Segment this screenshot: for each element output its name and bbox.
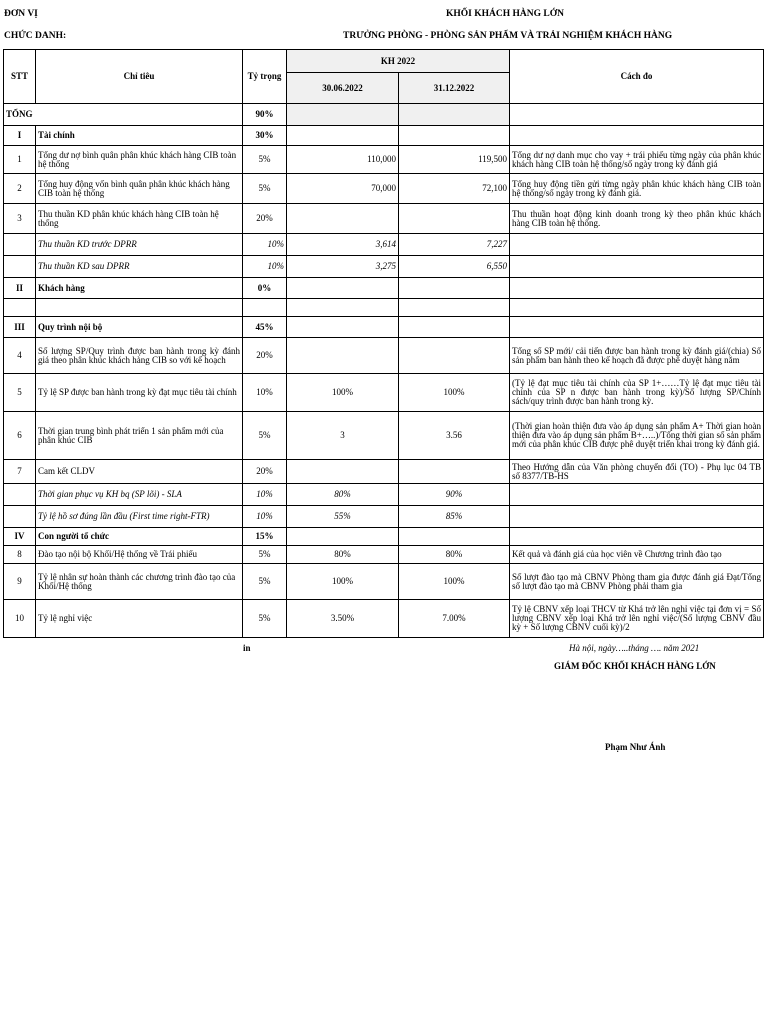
sub-row [4, 234, 764, 256]
table-row [4, 546, 764, 564]
row-stt: 1 [4, 146, 36, 174]
col-header-chi-tieu: Chỉ tiêu [36, 50, 243, 104]
row-name: Cam kết CLDV [36, 460, 243, 484]
col-header-kh-2022: KH 2022 [287, 50, 510, 73]
col-header-cach-do: Cách đo [510, 50, 764, 104]
row-value-d1: 100% [287, 564, 399, 600]
sub-row [4, 506, 764, 528]
total-d1 [287, 104, 399, 126]
col-header-date-2: 31.12.2022 [399, 73, 510, 104]
signer-name: Phạm Như Ánh [605, 742, 666, 752]
row-name: Tỷ lệ nghỉ việc [36, 600, 243, 638]
row-value-d1 [287, 460, 399, 484]
row-value-d1: 110,000 [287, 146, 399, 174]
row-method: Tổng số SP mới/ cải tiến được ban hành trong kỳ đánh giá/(chia) Số sản phẩm ban hành theo kế hoạch đã được phê duyệt hàng năm [510, 338, 764, 374]
row-value-d1: 3 [287, 412, 399, 460]
in-label: in [243, 643, 251, 653]
table-row [4, 174, 764, 204]
row-stt: 5 [4, 374, 36, 412]
row-name: Đào tạo nội bộ Khối/Hệ thống về Trái phiếu [36, 546, 243, 564]
row-value-d1: 100% [287, 374, 399, 412]
header-row-1 [4, 50, 764, 73]
section-name: Tài chính [36, 126, 243, 146]
row-value-d2: 3.56 [399, 412, 510, 460]
row-value-d1: 55% [287, 506, 399, 528]
row-method: (Thời gian hoàn thiện đưa vào áp dụng sản phẩm A+ Thời gian hoàn thiện đưa vào áp dụng sản phẩm B+…..)/Tổng thời gian số sản phẩm mới của phân khúc CIB được phê duyệt triển khai trong kỳ đánh giá. [510, 412, 764, 460]
total-method [510, 104, 764, 126]
row-stt: 7 [4, 460, 36, 484]
row-name: Thời gian phục vụ KH bq (SP lõi) - SLA [36, 484, 243, 506]
row-weight: 5% [243, 546, 287, 564]
row-value-d2: 90% [399, 484, 510, 506]
row-value-d1: 3.50% [287, 600, 399, 638]
row-method: Tổng dư nợ danh mục cho vay + trái phiếu từng ngày của phân khúc khách hàng CIB toàn hệ thống/số ngày trong kỳ đánh giá [510, 146, 764, 174]
section-stt: IV [4, 528, 36, 546]
table-row [4, 460, 764, 484]
section-name: Khách hàng [36, 278, 243, 299]
row-weight: 5% [243, 412, 287, 460]
section-weight: 45% [243, 317, 287, 338]
total-row [4, 104, 764, 126]
row-name: Tổng huy động vốn bình quân phân khúc khách hàng CIB toàn hệ thống [36, 174, 243, 204]
row-value-d1: 80% [287, 546, 399, 564]
row-value-d2 [399, 460, 510, 484]
table-row [4, 600, 764, 638]
section-row [4, 278, 764, 299]
row-weight: 10% [243, 374, 287, 412]
row-value-d1: 3,614 [287, 234, 399, 256]
row-method: Thu thuần hoạt động kinh doanh trong kỳ theo phân khúc khách hàng CIB toàn hệ thống. [510, 204, 764, 234]
row-value-d1: 3,275 [287, 256, 399, 278]
total-label: TỔNG [4, 104, 243, 126]
signer-title: GIÁM ĐỐC KHỐI KHÁCH HÀNG LỚN [554, 661, 716, 671]
row-value-d2: 85% [399, 506, 510, 528]
table-row [4, 564, 764, 600]
row-name: Thu thuần KD phân khúc khách hàng CIB toàn hệ thống [36, 204, 243, 234]
section-stt: III [4, 317, 36, 338]
section-stt: I [4, 126, 36, 146]
section-row [4, 317, 764, 338]
row-name: Số lượng SP/Quy trình được ban hành trong kỳ đánh giá theo phân khúc khách hàng CIB so với kế hoạch [36, 338, 243, 374]
row-method: Kết quả và đánh giá của học viên về Chương trình đào tạo [510, 546, 764, 564]
row-stt: 4 [4, 338, 36, 374]
row-weight: 5% [243, 564, 287, 600]
row-value-d2: 100% [399, 564, 510, 600]
row-stt: 9 [4, 564, 36, 600]
table-row [4, 146, 764, 174]
row-weight: 5% [243, 174, 287, 204]
empty-row [4, 299, 764, 317]
section-weight: 30% [243, 126, 287, 146]
table-row [4, 374, 764, 412]
row-stt: 6 [4, 412, 36, 460]
row-weight: 10% [243, 484, 287, 506]
section-name: Quy trình nội bộ [36, 317, 243, 338]
row-value-d1 [287, 204, 399, 234]
section-weight: 0% [243, 278, 287, 299]
section-name: Con người tổ chức [36, 528, 243, 546]
row-weight: 10% [243, 234, 287, 256]
section-weight: 15% [243, 528, 287, 546]
row-weight: 20% [243, 204, 287, 234]
row-stt: 10 [4, 600, 36, 638]
chuc-danh-label: CHỨC DANH: [4, 31, 67, 41]
section-stt: II [4, 278, 36, 299]
row-weight: 10% [243, 506, 287, 528]
row-method: Tổng huy động tiền gửi từng ngày phân khúc khách hàng CIB toàn hệ thống/số ngày trong kỳ đánh giá. [510, 174, 764, 204]
total-d2 [399, 104, 510, 126]
chuc-danh-value: TRƯỞNG PHÒNG - PHÒNG SẢN PHẨM VÀ TRẢI NGHIỆM KHÁCH HÀNG [343, 31, 673, 41]
date-line: Hà nội, ngày…..tháng …. năm 2021 [569, 643, 700, 653]
row-method: Tỷ lệ CBNV xếp loại THCV từ Khá trở lên nghỉ việc tại đơn vị = Số lượng CBNV xếp loại Khá trở lên nghỉ việc/(Số lượng CBNV đầu kỳ + Số lượng CBNV cuối kỳ)/2 [510, 600, 764, 638]
kpi-table [3, 49, 764, 638]
don-vi-value: KHỐI KHÁCH HÀNG LỚN [446, 9, 564, 19]
sub-row [4, 256, 764, 278]
row-value-d2: 7.00% [399, 600, 510, 638]
row-name: Tỷ lệ hồ sơ đúng lần đầu (First time right-FTR) [36, 506, 243, 528]
table-row [4, 338, 764, 374]
row-method: Số lượt đào tạo mà CBNV Phòng tham gia được đánh giá Đạt/Tổng số lượt đào tạo mà CBNV Phòng phải tham gia [510, 564, 764, 600]
row-weight: 20% [243, 460, 287, 484]
col-header-ty-trong: Tỷ trọng [243, 50, 287, 104]
row-stt: 8 [4, 546, 36, 564]
row-weight: 5% [243, 146, 287, 174]
row-value-d2: 72,100 [399, 174, 510, 204]
col-header-date-1: 30.06.2022 [287, 73, 399, 104]
row-value-d2 [399, 338, 510, 374]
row-name: Thời gian trung bình phát triển 1 sản phẩm mới của phân khúc CIB [36, 412, 243, 460]
row-value-d1: 70,000 [287, 174, 399, 204]
row-name: Tỷ lệ nhân sự hoàn thành các chương trình đào tạo của Khối/Hệ thống [36, 564, 243, 600]
row-weight: 10% [243, 256, 287, 278]
sub-row [4, 484, 764, 506]
row-method: (Tỷ lệ đạt mục tiêu tài chính của SP 1+……Tỷ lệ đạt mục tiêu tài chính của SP n được ban hành trong kỳ)/Số lượng SP/Chính sách/quy trình được ban hành trong kỳ. [510, 374, 764, 412]
row-value-d1: 80% [287, 484, 399, 506]
row-value-d1 [287, 338, 399, 374]
total-weight: 90% [243, 104, 287, 126]
row-value-d2: 7,227 [399, 234, 510, 256]
col-header-stt: STT [4, 50, 36, 104]
row-value-d2: 100% [399, 374, 510, 412]
row-method: Theo Hướng dẫn của Văn phòng chuyển đổi (TO) - Phụ lục 04 TB số 8377/TB-HS [510, 460, 764, 484]
table-row [4, 204, 764, 234]
row-name: Thu thuần KD sau DPRR [36, 256, 243, 278]
row-value-d2: 6,550 [399, 256, 510, 278]
don-vi-label: ĐƠN VỊ [4, 9, 38, 19]
section-row [4, 528, 764, 546]
row-name: Tổng dư nợ bình quân phân khúc khách hàng CIB toàn hệ thống [36, 146, 243, 174]
row-value-d2: 119,500 [399, 146, 510, 174]
section-row [4, 126, 764, 146]
row-value-d2 [399, 204, 510, 234]
table-row [4, 412, 764, 460]
row-stt: 2 [4, 174, 36, 204]
row-weight: 20% [243, 338, 287, 374]
row-name: Tỷ lệ SP được ban hành trong kỳ đạt mục tiêu tài chính [36, 374, 243, 412]
row-value-d2: 80% [399, 546, 510, 564]
row-stt: 3 [4, 204, 36, 234]
row-weight: 5% [243, 600, 287, 638]
row-name: Thu thuần KD trước DPRR [36, 234, 243, 256]
